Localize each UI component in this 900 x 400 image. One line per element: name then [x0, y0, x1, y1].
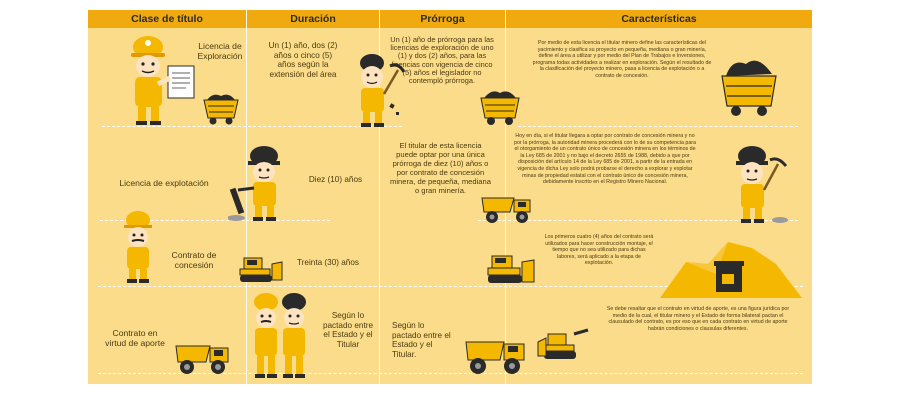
row2-duracion: Diez (10) años — [308, 175, 363, 184]
miner-with-document-icon — [118, 34, 200, 126]
mine-cart-icon — [478, 88, 522, 126]
dump-truck-icon — [480, 190, 536, 226]
bulldozer-icon — [234, 252, 286, 284]
row3-caracteristicas: Los primeros cuatro (4) años del contrato será utilizados para hacer construcción montaje, el tiempo que no sea utilizado para dichas labores, será aplicado a la etapa de explotación. — [544, 234, 654, 267]
header-caracteristicas: Características — [506, 10, 812, 28]
row2-caracteristicas: Hoy en día, si el titular llegara a optar por contrato de concesión minera y no por la prórroga, la autoridad minera procederá con lo de su competencia para el otorgamiento de un contrato único de concesión minera en los términos de la Ley 685 de 2001 y no bajo el decreto 2655 de 1988, debido a que por disposición del artículo 14 de la Ley 685 de 2001, a partir de la entrada en vigencia de dicha Ley solo podrá probarse el derecho a explorar y explotar minas de propiedad estatal con el contrato único de concesión minera, debidamente inscrito en el Registro Minero Nacional. — [514, 133, 696, 186]
row4-duracion: Según lo pactado entre el Estado y el Titular — [322, 311, 374, 349]
row1-clase: Licencia de Exploración — [197, 41, 243, 61]
bulldozer-icon — [536, 328, 592, 362]
two-miners-icon — [248, 292, 314, 380]
row2-prorroga: El titular de esta licencia puede optar por una única prórroga de diez (10) años o por contrato de concesión minera, de pequeña, mediana o gran minería. — [390, 141, 491, 195]
row3-duracion: Treinta (30) años — [296, 258, 360, 267]
miner-icon — [118, 210, 158, 284]
mine-cart-icon — [718, 52, 780, 122]
miner-pickaxe-icon — [718, 144, 794, 224]
row1-duracion: Un (1) año, dos (2) años o cinco (5) años según la extensión del área — [268, 41, 338, 79]
bulldozer-icon — [480, 250, 540, 286]
row4-caracteristicas: Se debe resaltar que el contrato en virtud de aporte, es una figura jurídica por medio de la cual, el titular minero y el Estado de forma bilateral pactan el clausulado del contrato, es por eso que en cada contrato en virtud de aporte habrán condiciones o clausulas diferentes. — [606, 306, 790, 332]
row2-clase: Licencia de explotación — [119, 178, 209, 188]
header-clase: Clase de título — [88, 10, 246, 28]
row4-clase: Contrato en virtud de aporte — [105, 328, 165, 348]
mine-cart-icon — [201, 92, 241, 126]
miner-pickaxe-icon — [346, 52, 406, 128]
dump-truck-icon — [174, 338, 234, 376]
header-prorroga: Prórroga — [380, 10, 505, 28]
jackhammer-miner-icon — [228, 144, 300, 222]
header-duracion: Duración — [247, 10, 379, 28]
row1-caracteristicas: Por medio de esta licencia el titular minero define las características del yacimiento y clasifica su proyecto en pequeña, mediana o gran minería, define el área a utilizar y por medio del Plan de Trabajos e Inversiones, programa todas actividades a realizar en exploración. Según el resultado de la clasificación del proyecto minero, pasa a licencia de explotación o a contrato de concesión. — [532, 40, 712, 79]
row1-prorroga: Un (1) año de prórroga para las licencias de exploración de uno (1) y dos (2) años, para las licencias con vigencia de cinco (5) años el legislador no contempló prórroga. — [390, 35, 494, 86]
dump-truck-icon — [464, 332, 530, 376]
row-divider — [518, 126, 798, 127]
row3-clase: Contrato de concesión — [171, 250, 217, 270]
mine-entrance-icon — [656, 234, 806, 300]
mining-titles-table — [88, 10, 812, 384]
row4-prorroga: Según lo pactado entre el Estado y el Titular. — [392, 321, 451, 359]
